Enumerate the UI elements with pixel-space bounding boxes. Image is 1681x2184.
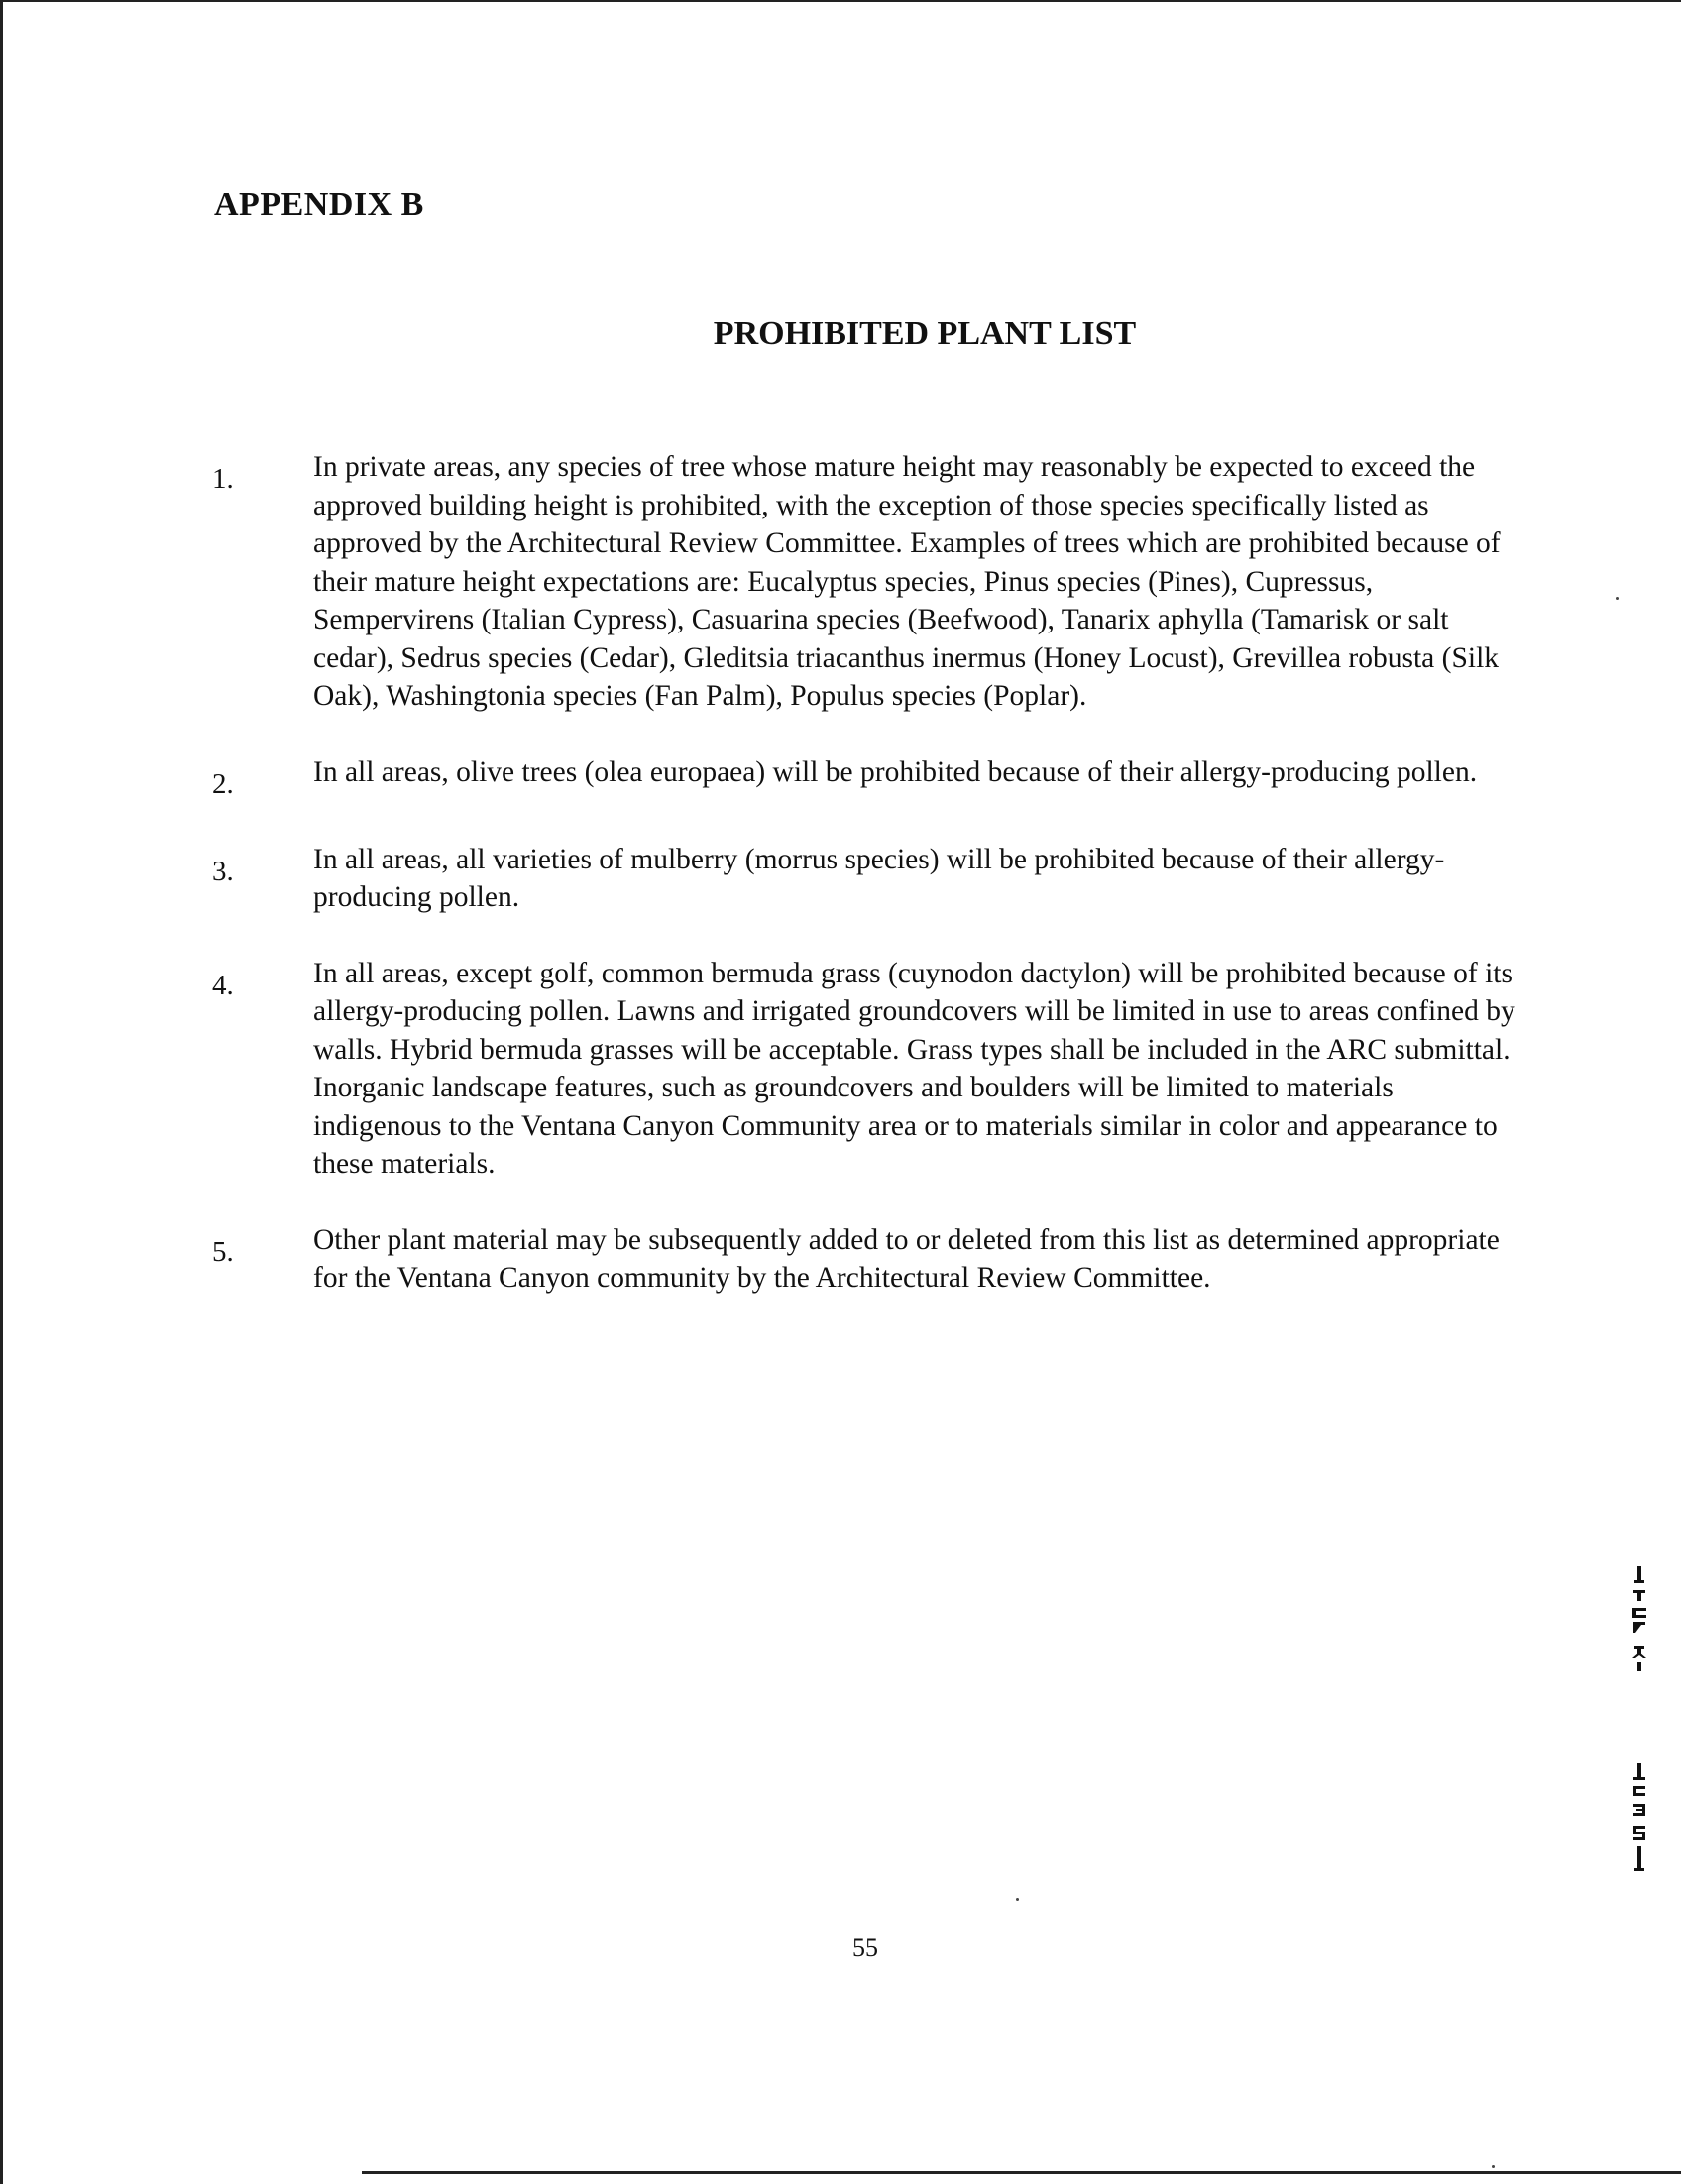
list-item-3 <box>212 841 1520 917</box>
list-item-4 <box>212 955 1520 1184</box>
page-title: PROHIBITED PLANT LIST <box>713 315 1137 352</box>
page-border-bottom <box>362 2171 1681 2174</box>
item-text: In all areas, except golf, common bermuda grass (cuynodon dactylon) will be prohibited because of its allergy-producing pollen. Lawns and irrigated groundcovers will be limited in use to areas confined by walls. Hybrid bermuda grasses will be acceptable. Grass types shall be included in the ARC submittal. Inorganic landscape features, such as groundcovers and boulders will be limited to materials indigenous to the Ventana Canyon Community area or to materials similar in color and appearance to these materials. <box>313 957 1515 1180</box>
page-border-top <box>0 0 1681 2</box>
item-number: 2. <box>212 767 234 800</box>
scan-speck <box>1616 597 1619 600</box>
item-number: 5. <box>212 1235 234 1268</box>
item-text: In all areas, olive trees (olea europaea) will be prohibited because of their allergy-producing pollen. <box>313 755 1478 788</box>
scan-speck <box>1016 1898 1019 1901</box>
item-number: 3. <box>212 855 234 887</box>
prohibited-plant-list <box>212 448 1520 1335</box>
item-text: In private areas, any species of tree whose mature height may reasonably be expected to exceed the approved building height is prohibited, with the exception of those species specifically listed as approved by the Architectural Review Committee. Examples of trees which are prohibited because of their mature height expectations are: Eucalyptus species, Pinus species (Pines), Cupressus, Sempervirens (Italian Cypress), Casuarina species (Beefwood), Tanarix aphylla (Tamarisk or salt cedar), Sedrus species (Cedar), Gleditsia triacanthus inermus (Honey Locust), Grevillea robusta (Silk Oak), Washingtonia species (Fan Palm), Populus species (Poplar). <box>313 451 1501 712</box>
item-text: In all areas, all varieties of mulberry (morrus species) will be prohibited because of their allergy-producing pollen. <box>313 843 1445 913</box>
list-item-5 <box>212 1221 1520 1298</box>
list-item-1 <box>212 448 1520 716</box>
list-item-2 <box>212 753 1520 803</box>
item-number: 1. <box>212 463 234 495</box>
page-number: 55 <box>852 1933 878 1962</box>
recording-stamp-icon <box>1625 1566 1653 1903</box>
scan-speck <box>1492 2165 1495 2168</box>
appendix-label: APPENDIX B <box>214 186 424 223</box>
item-number: 4. <box>212 969 234 1001</box>
item-text: Other plant material may be subsequently added to or deleted from this list as determined appropriate for the Ventana Canyon community by the Architectural Review Committee. <box>313 1223 1500 1294</box>
